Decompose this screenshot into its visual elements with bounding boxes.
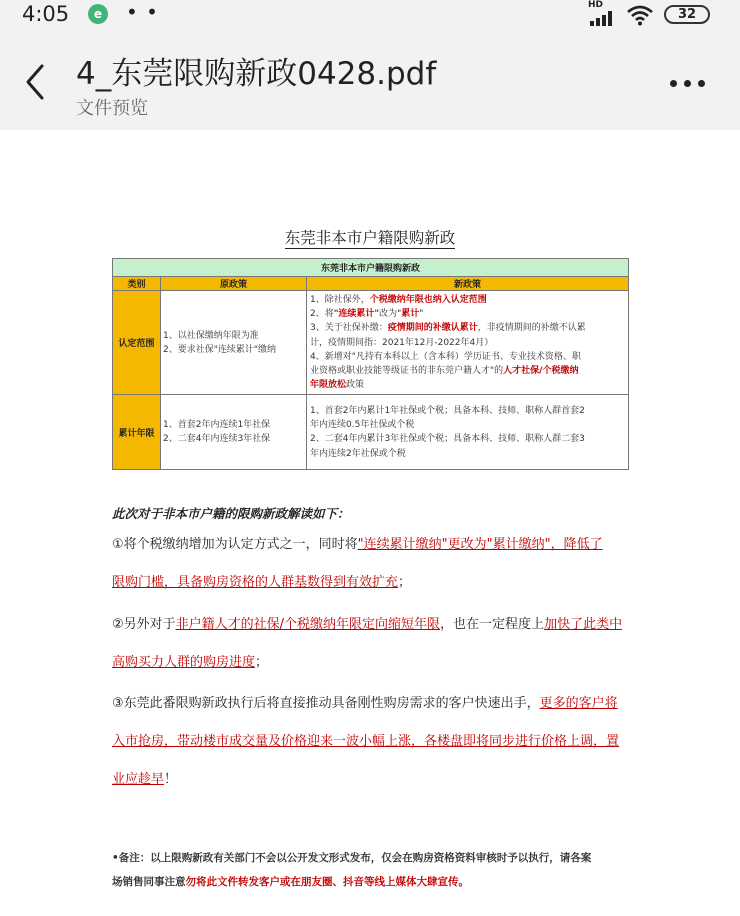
file-title: 4_东莞限购新政0428.pdf [76, 56, 437, 92]
network-type-label: HD [588, 0, 604, 10]
highlighted-text: 年限放松 [310, 380, 347, 391]
highlighted-text: 限购门槛，具备购房资格的人群基数得到有效扩充 [112, 575, 399, 590]
highlighted-text: 个税缴纳年限也纳入认定范围 [369, 295, 487, 305]
text-run: 1、除社保外， [310, 295, 370, 305]
text-run: 改为" [379, 309, 402, 320]
paragraph-line [112, 615, 622, 635]
column-header: 类别 [113, 277, 161, 291]
text-run: 4、新增对"凡持有本科以上（含本科）学历证书、专业技术资格、职 [310, 351, 581, 362]
text-run: 业资格或职业技能等级证书的非东莞户籍人才"的 [310, 366, 504, 377]
status-bar [0, 0, 740, 32]
text-run: ； [398, 575, 412, 590]
policy-line [310, 307, 625, 321]
note-line [112, 874, 469, 889]
file-subtitle: 文件预览 [76, 98, 148, 119]
highlighted-text: "连续累计" [333, 309, 380, 320]
category-cell: 认定范围 [113, 291, 161, 395]
paragraph-line [112, 653, 268, 673]
highlighted-text: 高购买力人群的购房进度 [112, 655, 256, 670]
highlighted-text: 业应趁早 [112, 772, 165, 787]
green-app-icon: e [88, 4, 108, 24]
new-policy-cell [307, 291, 629, 395]
highlighted-text: 累计 [401, 309, 420, 320]
text-run: ①将个税缴纳增加为认定方式之一，同时将 [112, 537, 358, 552]
highlighted-text: 非户籍人才的社保/个税缴纳年限定向缩短年限 [175, 617, 441, 632]
paragraph-line [112, 770, 177, 790]
highlighted-text: 勿将此文件转发客户或在朋友圈、抖音等线上媒体大肆宣传。 [185, 876, 469, 888]
policy-line [310, 432, 625, 446]
text-run: 年内连续0.5年社保或个税 [310, 420, 415, 431]
document-title-text: 东莞非本市户籍限购新政 [284, 229, 456, 247]
paragraph-line [112, 535, 603, 555]
app-bar [0, 32, 740, 130]
category-cell: 累计年限 [113, 395, 161, 470]
new-policy-cell [307, 395, 629, 470]
text-run: ③东莞此番限购新政执行后将直接推动具备刚性购房需求的客户快速出手， [112, 696, 540, 711]
document-title [0, 226, 740, 248]
highlighted-text: "连续累计缴纳"更改为"累计缴纳"，降低了 [357, 537, 603, 552]
policy-line [310, 404, 625, 418]
paragraph-line [112, 573, 411, 593]
old-policy-line: 1、首套2年内连续1年社保 [163, 420, 271, 431]
policy-line [310, 350, 625, 364]
text-run: ； [255, 655, 269, 670]
note-line [112, 850, 591, 865]
text-run: ，也在一定程度上 [440, 617, 545, 632]
text-run: ，非疫情期间的补缴不认累 [477, 323, 586, 334]
old-policy-line: 2、要求社保"连续累计"缴纳 [163, 344, 277, 355]
old-policy-line: 2、二套4年内连续3年社保 [163, 434, 271, 445]
table-row [113, 395, 629, 470]
old-policy-line: 1、以社保缴纳年限为准 [163, 330, 259, 341]
policy-line [310, 418, 625, 432]
text-run: 计，疫情期间指：2021年12月-2022年4月） [310, 337, 494, 348]
text-run: ②另外对于 [112, 617, 176, 632]
chevron-left-icon[interactable] [22, 62, 52, 102]
policy-line [310, 321, 625, 335]
highlighted-text: 疫情期间的补缴认累计 [387, 323, 478, 334]
highlighted-text: 加快了此类中 [544, 617, 623, 632]
text-run: ！ [164, 772, 178, 787]
text-run: 年内连续2年社保或个税 [310, 448, 406, 459]
text-run: 场销售同事注意 [112, 876, 186, 888]
column-header: 新政策 [307, 277, 629, 291]
policy-table [112, 258, 629, 470]
policy-line [310, 364, 625, 378]
policy-line [310, 378, 625, 392]
highlighted-text: 人才社保/个税缴纳 [503, 366, 579, 377]
text-run: 2、将 [310, 309, 334, 320]
column-header: 原政策 [161, 277, 307, 291]
policy-line [310, 293, 625, 307]
table-row [113, 291, 629, 395]
wifi-icon [626, 4, 654, 26]
old-policy-cell [161, 291, 307, 395]
policy-line [310, 336, 625, 350]
more-horizontal-icon[interactable] [668, 80, 708, 90]
table-header: 东莞非本市户籍限购新政 [113, 259, 629, 277]
section-heading: 此次对于非本市户籍的限购新政解读如下： [112, 506, 350, 521]
clock: 4:05 [22, 2, 70, 26]
text-run: 2、二套4年内累计3年社保或个税；具备本科、技师、职称人群二套3 [310, 434, 585, 445]
paragraph-line [112, 732, 619, 752]
signal-icon [590, 10, 616, 26]
highlighted-text: 更多的客户将 [539, 696, 618, 711]
notification-dots: • • [126, 0, 159, 24]
text-run: 政策 [346, 380, 365, 391]
pdf-preview[interactable] [0, 130, 740, 916]
old-policy-cell [161, 395, 307, 470]
text-run: •备注：以上限购新政有关部门不会以公开发文形式发布，仅会在购房资格资料审核时予以执行，请各案 [112, 852, 592, 864]
highlighted-text: 入市抢房，带动楼市成交量及价格迎来一波小幅上涨，各楼盘即将同步进行价格上调，置 [112, 734, 620, 749]
text-run: 3、关于社保补缴： [310, 323, 388, 334]
battery-icon [664, 5, 710, 24]
text-run: " [419, 309, 424, 320]
policy-line [310, 447, 625, 461]
text-run: 1、首套2年内累计1年社保或个税；具备本科、技师、职称人群首套2 [310, 406, 585, 417]
battery-level: 32 [677, 7, 697, 22]
paragraph-line [112, 694, 618, 714]
